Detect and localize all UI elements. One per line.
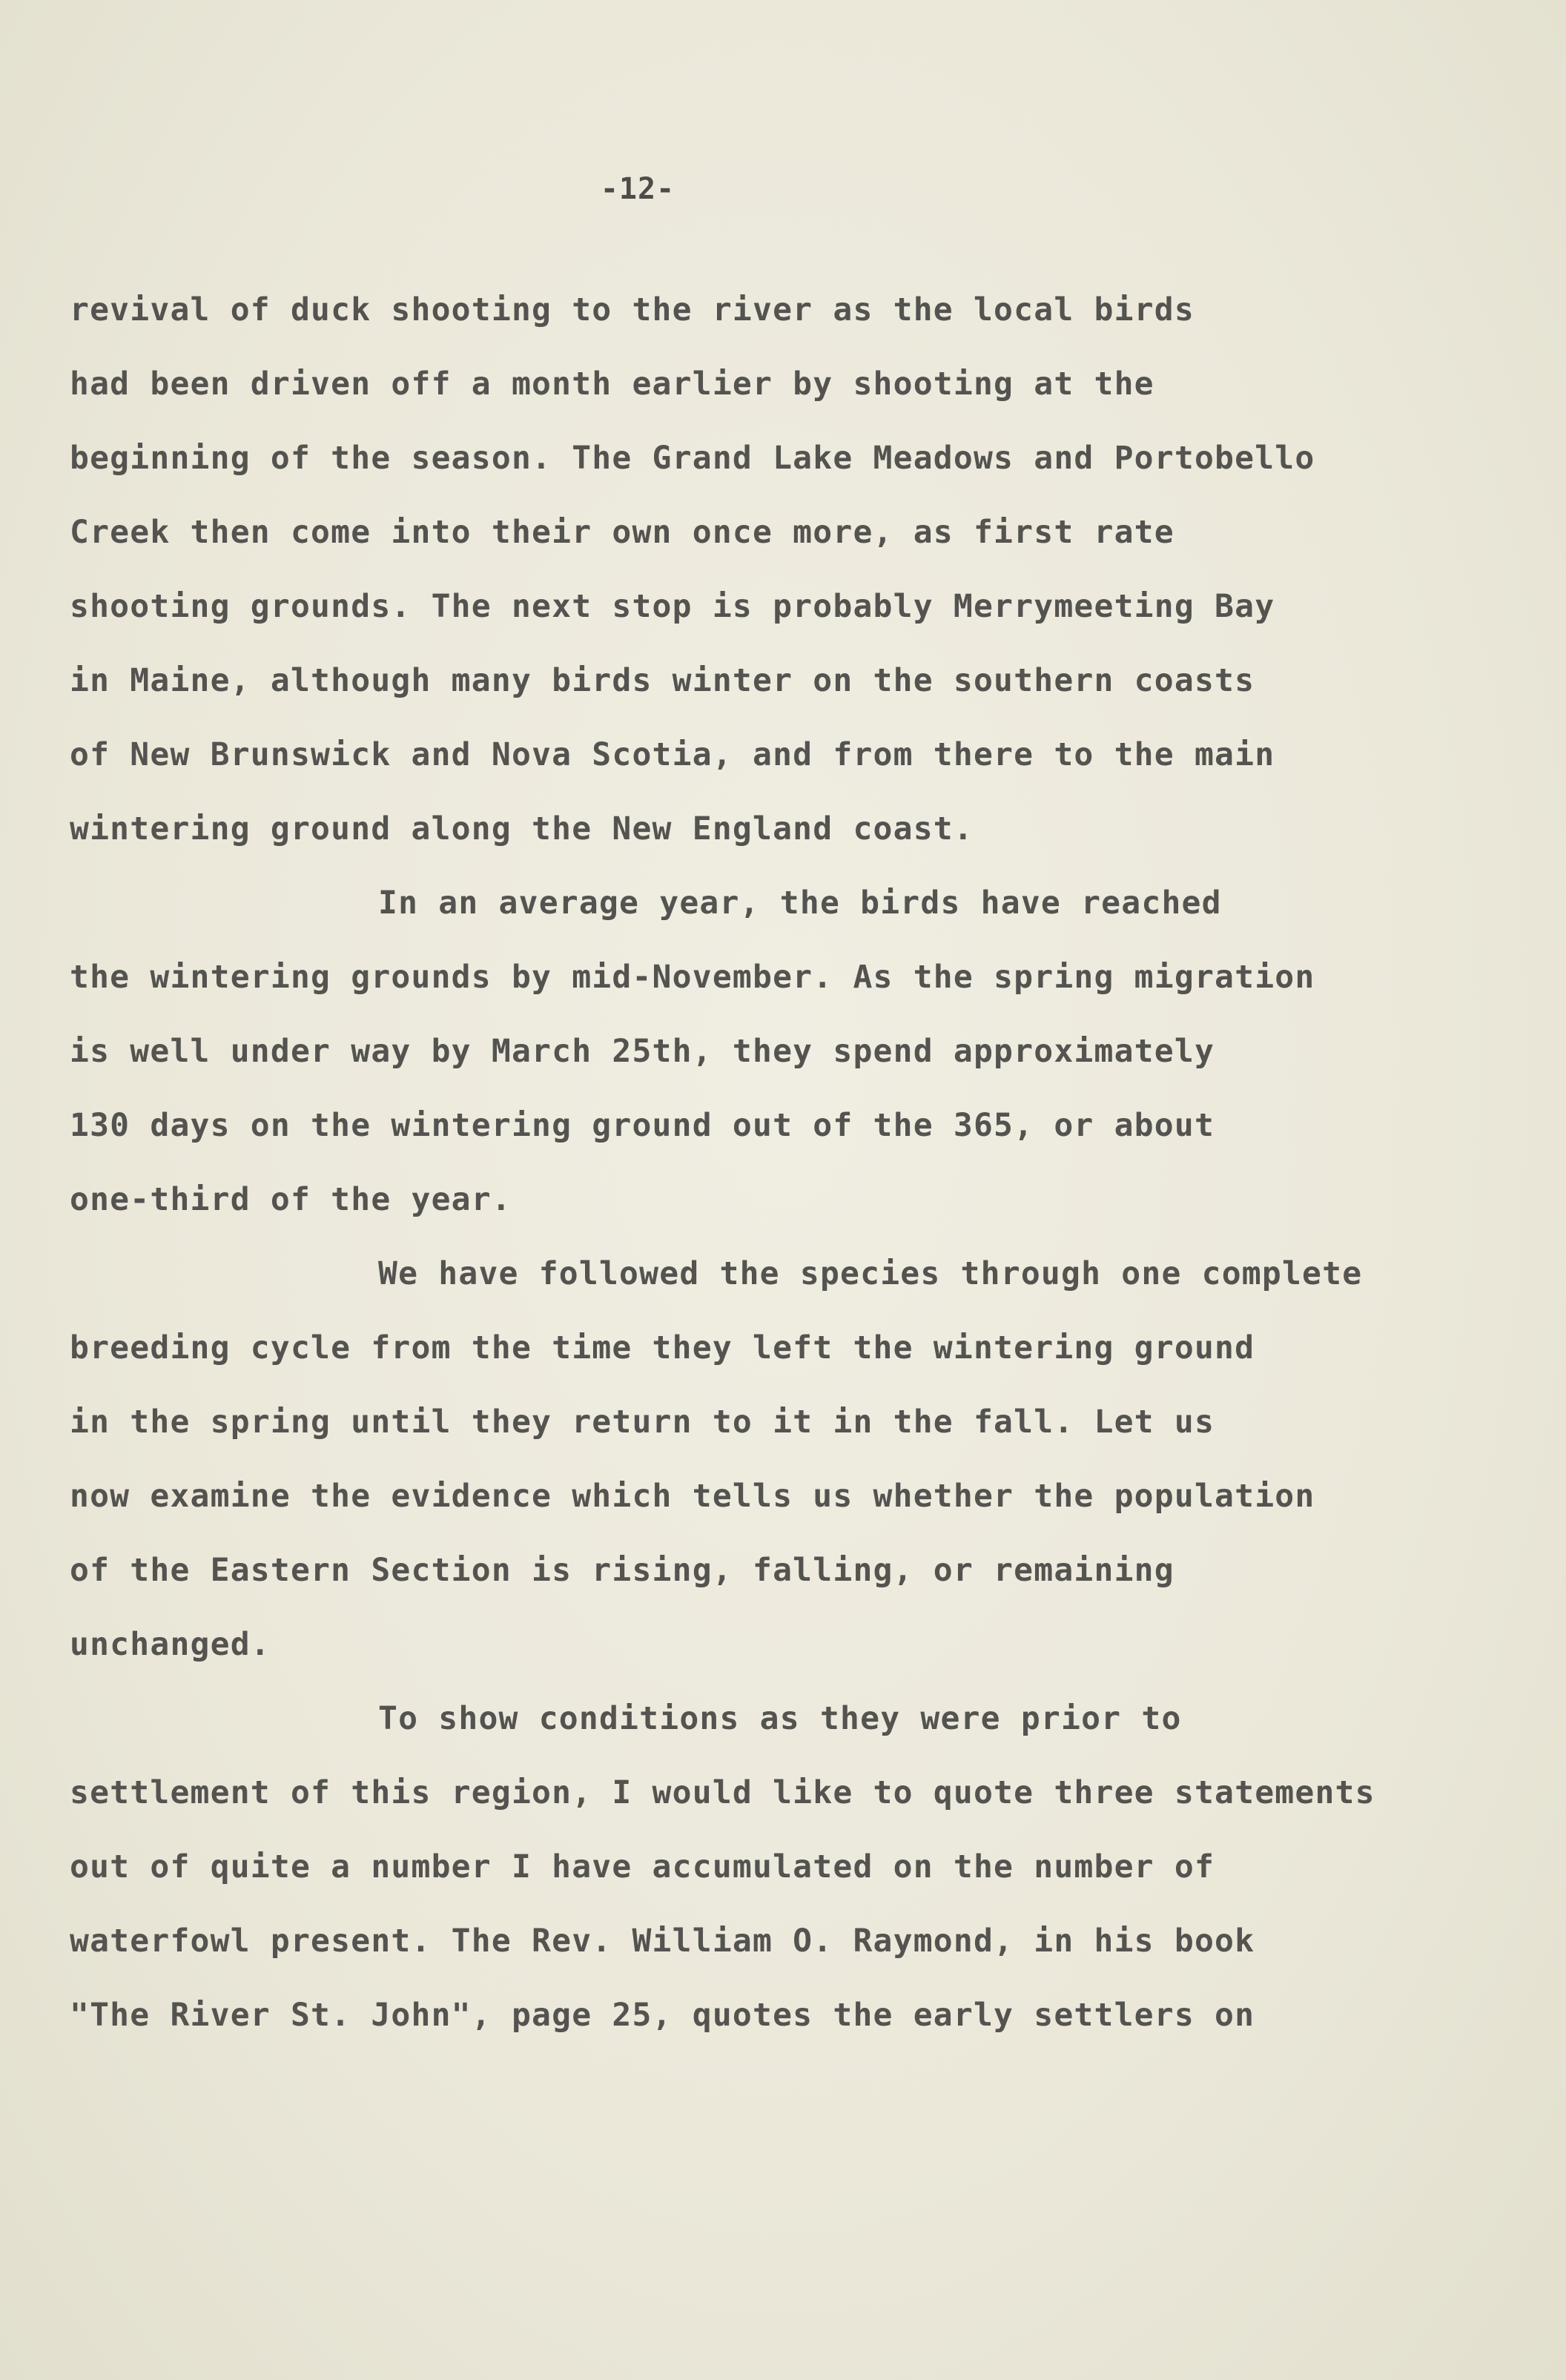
text-line: 130 days on the wintering ground out of the 365, or about xyxy=(70,1107,1215,1144)
paragraph-start-line: In an average year, the birds have reached xyxy=(378,885,1222,922)
text-line: wintering ground along the New England coast. xyxy=(70,810,974,847)
text-line: beginning of the season. The Grand Lake Meadows and Portobello xyxy=(70,440,1315,477)
text-line: in Maine, although many birds winter on the southern coasts xyxy=(70,662,1255,699)
text-line: of the Eastern Section is rising, falling, or remaining xyxy=(70,1552,1174,1589)
text-line: "The River St. John", page 25, quotes the early settlers on xyxy=(70,1997,1255,2034)
text-line: in the spring until they return to it in the fall. Let us xyxy=(70,1404,1215,1441)
page-number: -12- xyxy=(600,172,675,206)
text-line: waterfowl present. The Rev. William O. Raymond, in his book xyxy=(70,1923,1255,1960)
text-line: is well under way by March 25th, they spend approximately xyxy=(70,1033,1215,1070)
text-line: of New Brunswick and Nova Scotia, and from there to the main xyxy=(70,736,1275,773)
text-line: now examine the evidence which tells us whether the population xyxy=(70,1478,1315,1515)
text-line: out of quite a number I have accumulated on the number of xyxy=(70,1848,1215,1885)
paragraph-start-line: To show conditions as they were prior to xyxy=(378,1700,1182,1737)
text-line: unchanged. xyxy=(70,1626,271,1663)
text-line: shooting grounds. The next stop is probably Merrymeeting Bay xyxy=(70,588,1275,625)
text-line: breeding cycle from the time they left the wintering ground xyxy=(70,1329,1255,1366)
text-line: Creek then come into their own once more, as first rate xyxy=(70,514,1174,551)
text-line: settlement of this region, I would like to quote three statements xyxy=(70,1774,1375,1811)
text-line: had been driven off a month earlier by shooting at the xyxy=(70,366,1154,403)
text-line: one-third of the year. xyxy=(70,1181,512,1218)
text-line: revival of duck shooting to the river as the local birds xyxy=(70,291,1195,328)
text-line: the wintering grounds by mid-November. As the spring migration xyxy=(70,959,1315,996)
paragraph-start-line: We have followed the species through one complete xyxy=(378,1255,1363,1292)
